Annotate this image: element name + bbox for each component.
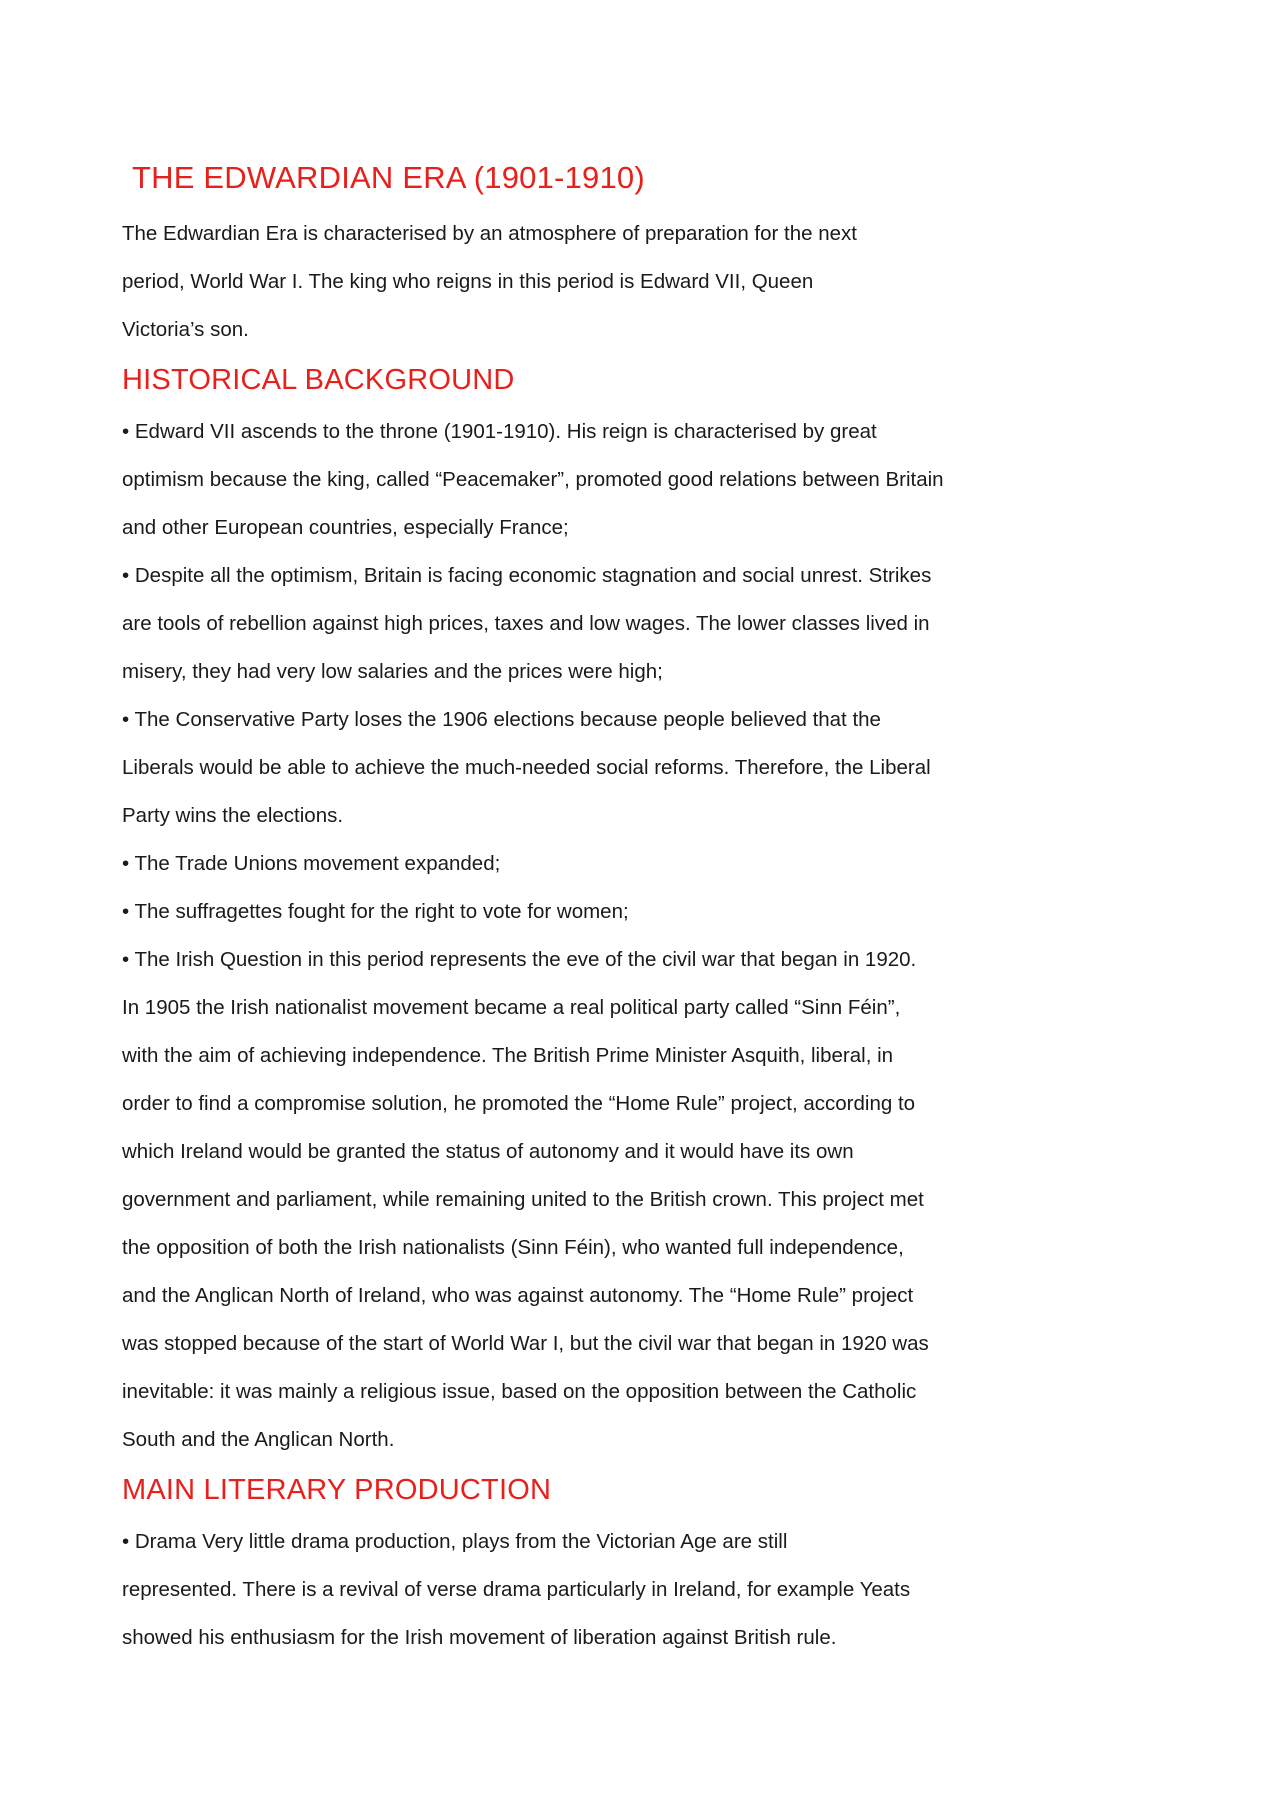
text-line: and the Anglican North of Ireland, who was against autonomy. The “Home Rule” project [122,1284,914,1307]
text-line: • The Irish Question in this period represents the eve of the civil war that began in 1920. [122,948,917,971]
text-line: misery, they had very low salaries and the prices were high; [122,660,663,683]
text-line: • The suffragettes fought for the right to vote for women; [122,900,629,923]
text-line: which Ireland would be granted the status of autonomy and it would have its own [122,1140,854,1163]
intro-line: The Edwardian Era is characterised by an atmosphere of preparation for the next [122,222,857,245]
text-line: showed his enthusiasm for the Irish movement of liberation against British rule. [122,1626,837,1649]
historical-background-heading: HISTORICAL BACKGROUND [122,364,515,396]
intro-paragraph [122,210,1022,354]
text-line: optimism because the king, called “Peacemaker”, promoted good relations between Britain [122,468,944,491]
text-line: and other European countries, especially France; [122,516,569,539]
text-line: order to find a compromise solution, he promoted the “Home Rule” project, according to [122,1092,916,1115]
text-line: • Edward VII ascends to the throne (1901-1910). His reign is characterised by great [122,420,877,443]
text-line: government and parliament, while remaining united to the British crown. This project met [122,1188,924,1211]
text-line: Liberals would be able to achieve the much-needed social reforms. Therefore, the Liberal [122,756,931,779]
page-title: THE EDWARDIAN ERA (1901-1910) [132,160,645,195]
text-line: Party wins the elections. [122,804,344,827]
historical-background-text [122,408,1022,1464]
document-content [122,156,1022,1662]
text-line: • The Trade Unions movement expanded; [122,852,501,875]
text-line: South and the Anglican North. [122,1428,395,1451]
text-line: • Despite all the optimism, Britain is facing economic stagnation and social unrest. Strikes [122,564,932,587]
text-line: the opposition of both the Irish nationalists (Sinn Féin), who wanted full independence, [122,1236,904,1259]
text-line: • Drama Very little drama production, plays from the Victorian Age are still [122,1530,788,1553]
text-line: represented. There is a revival of verse drama particularly in Ireland, for example Yeats [122,1578,911,1601]
main-literary-production-heading: MAIN LITERARY PRODUCTION [122,1474,552,1506]
text-line: with the aim of achieving independence. The British Prime Minister Asquith, liberal, in [122,1044,894,1067]
text-line: • The Conservative Party loses the 1906 elections because people believed that the [122,708,881,731]
text-line: inevitable: it was mainly a religious issue, based on the opposition between the Catholic [122,1380,917,1403]
intro-line: period, World War I. The king who reigns in this period is Edward VII, Queen [122,270,814,293]
main-literary-production-text [122,1518,1022,1662]
intro-line: Victoria’s son. [122,318,249,341]
text-line: are tools of rebellion against high prices, taxes and low wages. The lower classes lived in [122,612,930,635]
text-line: was stopped because of the start of World War I, but the civil war that began in 1920 was [122,1332,929,1355]
text-line: In 1905 the Irish nationalist movement became a real political party called “Sinn Féin”, [122,996,901,1019]
